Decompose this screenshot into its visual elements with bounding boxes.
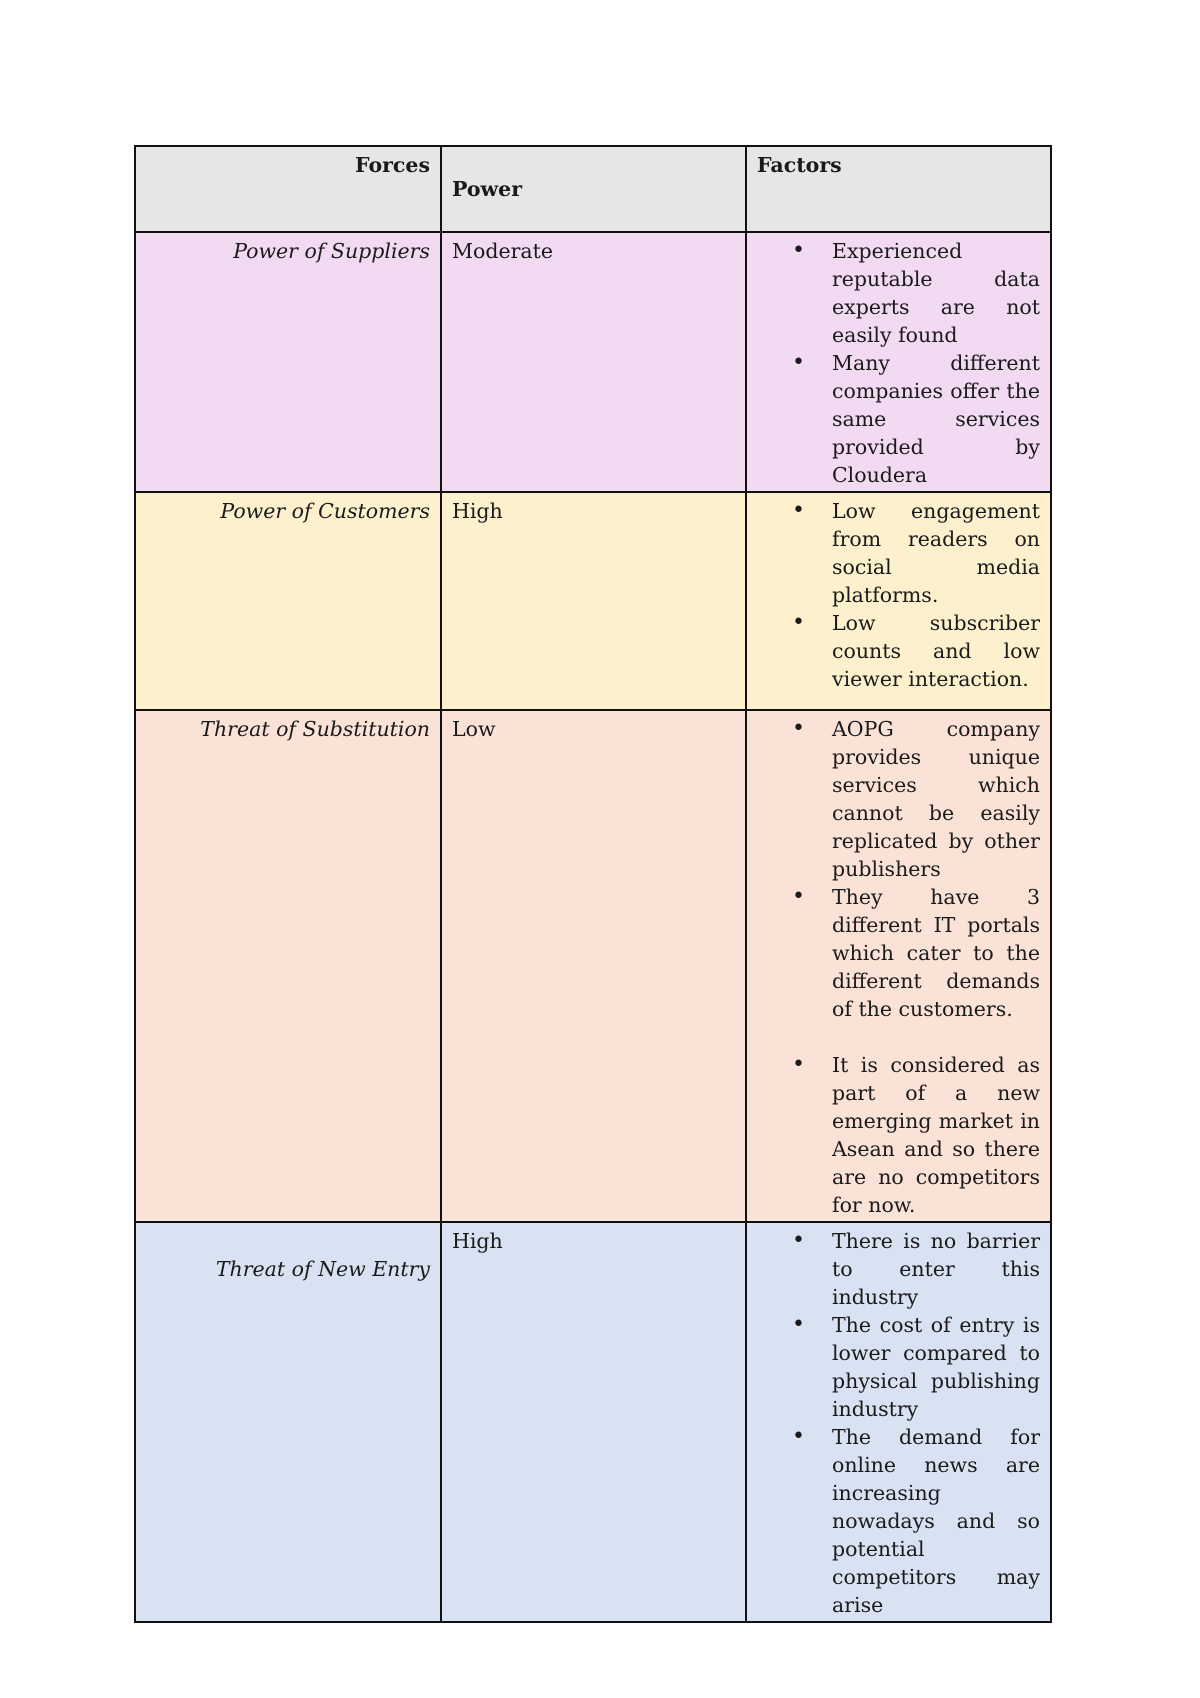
porters-five-forces-table xyxy=(134,145,1052,1623)
table-row xyxy=(135,232,1051,492)
factor-item: • The demand for online news are increasing nowadays and so potential competitors may arise xyxy=(832,1423,1040,1619)
factor-item: • It is considered as part of a new emerging market in Asean and so there are no competitors for now. xyxy=(832,1051,1040,1219)
factor-item: • The cost of entry is lower compared to physical publishing industry xyxy=(832,1311,1040,1423)
force-cell xyxy=(135,492,441,710)
factor-item: • There is no barrier to enter this industry xyxy=(832,1227,1040,1311)
force-name: Threat of Substitution xyxy=(200,717,430,741)
factors-list xyxy=(757,715,1040,1219)
factor-item: • Many different companies offer the same services provided by Cloudera xyxy=(832,349,1040,489)
table-header-row xyxy=(135,146,1051,232)
power-cell xyxy=(441,492,746,710)
table-row xyxy=(135,710,1051,1222)
factors-list xyxy=(757,1227,1040,1619)
power-level: Low xyxy=(452,717,496,741)
force-cell xyxy=(135,710,441,1222)
factor-item: • AOPG company provides unique services which cannot be easily replicated by other publishers xyxy=(832,715,1040,883)
power-cell xyxy=(441,232,746,492)
power-level: High xyxy=(452,499,503,523)
table-row xyxy=(135,1222,1051,1622)
factor-item: • Low subscriber counts and low viewer interaction. xyxy=(832,609,1040,693)
power-cell xyxy=(441,1222,746,1622)
force-name: Power of Suppliers xyxy=(233,239,430,263)
header-power-cell xyxy=(441,146,746,232)
force-cell xyxy=(135,1222,441,1622)
force-cell xyxy=(135,232,441,492)
power-level: Moderate xyxy=(452,239,553,263)
header-forces-cell xyxy=(135,146,441,232)
table-row xyxy=(135,492,1051,710)
header-forces: Forces xyxy=(355,153,430,177)
header-factors: Factors xyxy=(757,153,842,177)
header-power: Power xyxy=(452,177,523,201)
factor-item: • Experienced reputable data experts are not easily found xyxy=(832,237,1040,349)
factors-cell xyxy=(746,1222,1051,1622)
factors-cell xyxy=(746,710,1051,1222)
force-name: Threat of New Entry xyxy=(215,1257,430,1281)
power-cell xyxy=(441,710,746,1222)
header-factors-cell xyxy=(746,146,1051,232)
force-name: Power of Customers xyxy=(220,499,430,523)
power-level: High xyxy=(452,1229,503,1253)
factor-item: • They have 3 different IT portals which cater to the different demands of the customers. xyxy=(832,883,1040,1023)
factors-list xyxy=(757,237,1040,489)
factors-list xyxy=(757,497,1040,693)
factors-cell xyxy=(746,232,1051,492)
factor-item: • Low engagement from readers on social media platforms. xyxy=(832,497,1040,609)
factors-cell xyxy=(746,492,1051,710)
